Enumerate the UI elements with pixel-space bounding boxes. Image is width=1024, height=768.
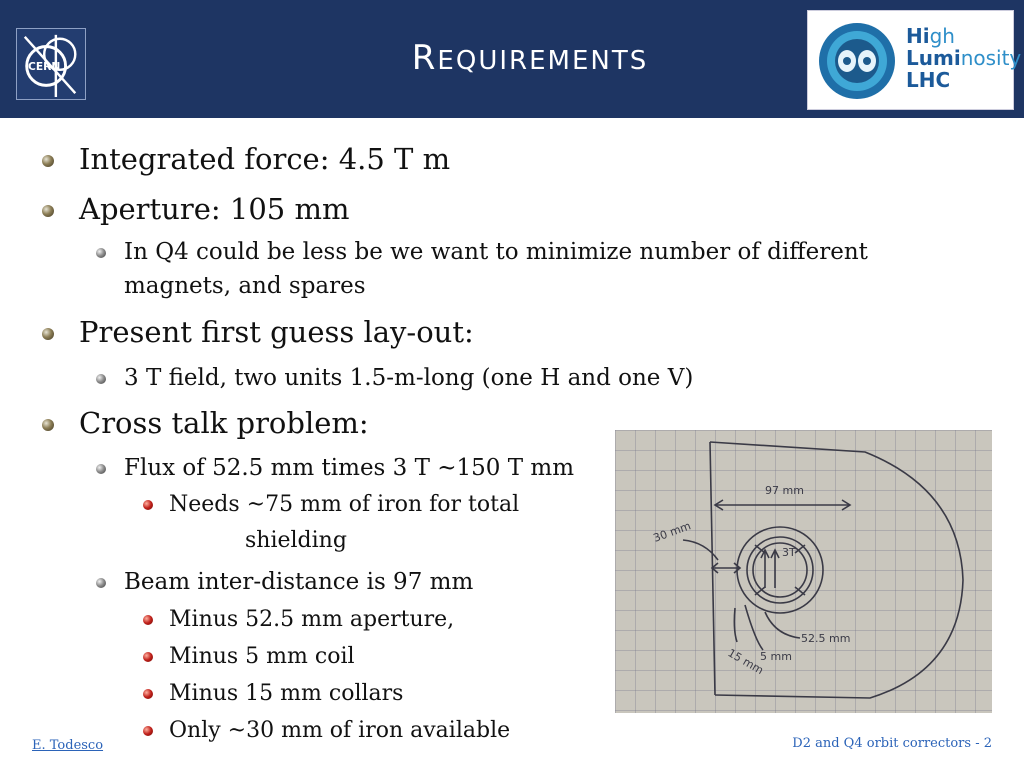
bullet-present-layout: Present first guess lay-out:: [42, 315, 474, 349]
magnet-cross-section-sketch: [615, 430, 992, 713]
subbullet-3t-field: 3 T field, two units 1.5-m-long (one H and one V): [96, 361, 693, 395]
sketch-label-5: 5 mm: [760, 650, 792, 663]
bullet-dot-icon: [143, 726, 153, 736]
bullet-dot-icon: [96, 578, 106, 588]
title-bar: [0, 0, 1024, 118]
subsubbullet-minus-aperture: Minus 52.5 mm aperture,: [143, 602, 454, 638]
bullet-dot-icon: [143, 689, 153, 699]
subsubbullet-iron-available: Only ~30 mm of iron available: [143, 713, 510, 749]
bullet-dot-icon: [96, 248, 106, 258]
sketch-label-15: 15 mm: [725, 646, 766, 678]
bullet-dot-icon: [143, 500, 153, 510]
subsubbullet-iron-shielding: Needs ~75 mm of iron for total shielding: [143, 487, 519, 559]
footer-slide-info: D2 and Q4 orbit correctors - 2: [792, 736, 992, 751]
high-luminosity-lhc-logo: [807, 10, 1022, 110]
bullet-dot-icon: [42, 155, 54, 167]
sketch-label-30: 30 mm: [651, 519, 693, 545]
hl-logo-text: High Luminosity LHC: [906, 24, 1022, 92]
hl-lhc-emblem-icon: [814, 17, 900, 105]
bullet-cross-talk: Cross talk problem:: [42, 406, 369, 440]
bullet-dot-icon: [96, 374, 106, 384]
subbullet-flux: Flux of 52.5 mm times 3 T ~150 T mm: [96, 451, 574, 485]
subsubbullet-minus-collars: Minus 15 mm collars: [143, 676, 403, 712]
sketch-label-52-5: 52.5 mm: [801, 632, 851, 645]
cern-logo: [16, 28, 86, 100]
subbullet-q4-aperture: In Q4 could be less be we want to minimize number of different magnets, and spares: [96, 235, 868, 303]
subsubbullet-minus-coil: Minus 5 mm coil: [143, 639, 355, 675]
slide-title-rest: EQUIREMENTS: [437, 46, 649, 76]
subbullet-beam-distance: Beam inter-distance is 97 mm: [96, 565, 473, 599]
bullet-integrated-force: Integrated force: 4.5 T m: [42, 142, 450, 176]
bullet-dot-icon: [96, 464, 106, 474]
bullet-aperture: Aperture: 105 mm: [42, 192, 349, 226]
sketch-label-3t: 3T: [782, 546, 796, 559]
hand-sketch-photo: [615, 430, 992, 713]
bullet-dot-icon: [42, 419, 54, 431]
cern-logo-text: CERN: [28, 59, 61, 73]
bullet-dot-icon: [143, 615, 153, 625]
footer-author-link[interactable]: E. Todesco: [32, 738, 104, 753]
sketch-label-97: 97 mm: [765, 484, 804, 497]
bullet-dot-icon: [143, 652, 153, 662]
bullet-dot-icon: [42, 205, 54, 217]
slide-title-initial: R: [411, 38, 438, 78]
bullet-dot-icon: [42, 328, 54, 340]
slide-title: [300, 38, 760, 78]
